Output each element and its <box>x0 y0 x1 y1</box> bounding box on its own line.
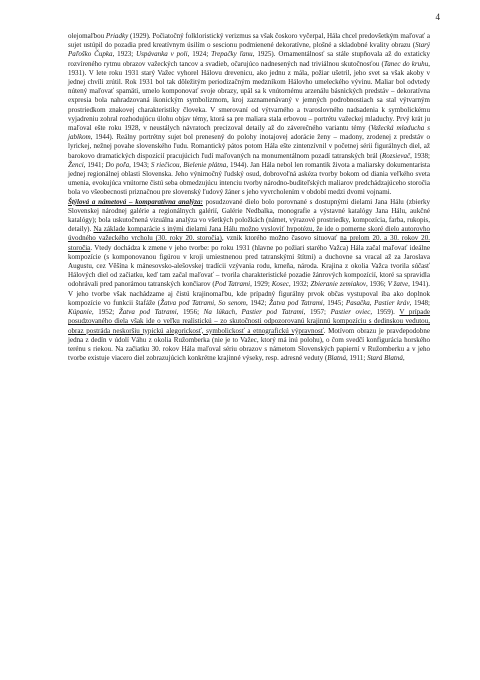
text-run: Priadky <box>105 32 129 40</box>
text-run: , 1945; <box>322 298 346 307</box>
text-run: olejomaľbou <box>68 32 106 40</box>
text-run: , 1936; <box>366 280 388 289</box>
text-run: Trepačky ľanu <box>211 50 253 59</box>
text-run: , 1957; <box>303 308 331 317</box>
text-run: , 1944). Reálny portrétny sujet bol prenesený do polohy inotajovej adorácie ženy – madony, zrodenej z predstáv o lyrickej, nežnej povahe slovenského ľudu. Romantický pátos potom Hála ešte zintenzívnil v početnej sérii figurálnych diel, až barokovo dramatických dispozícií pracujúcich ľudí maľovaných na monumentálnom pozadí tatranských brál ( <box>68 133 430 160</box>
text-run: , 1929; <box>250 280 272 289</box>
paragraph-comparative-analysis <box>68 198 430 364</box>
text-run: , 1942; <box>246 298 270 307</box>
text-run: , 1952; <box>91 308 119 317</box>
text-run: Pastier oviec <box>330 308 371 317</box>
text-run: , 1924; <box>187 50 212 59</box>
text-run: Do poľa <box>105 160 130 169</box>
text-run: (1929). Počiatočný folkloristický verizmus sa však čoskoro vyčerpal, Hála chcel predovšetkým maľovať a sujet ustúpil do pozadia pred kreatívnym úsilím o sescionu podmienené dekoratívne, plošné a skladobné kvality obrazu ( <box>68 32 430 50</box>
text-run: , 1941; <box>83 160 106 169</box>
text-run: , 1911; <box>346 354 368 363</box>
text-run: Kúpanie <box>68 308 92 317</box>
text-run: S riečicou, Bielenie plátna <box>150 160 227 169</box>
page-number: 4 <box>435 12 440 22</box>
text-run: Na lúkach, Pastier pod Tatrami <box>203 308 304 317</box>
text-run: na prelom 20. a 30. rokov 20. storočia <box>68 234 430 252</box>
text-run: Uspávanka v poli <box>136 50 188 59</box>
text-run: , 1932; <box>288 280 311 289</box>
text-run: Pasačka, Pastier kráv <box>345 298 410 307</box>
text-run: Ženci <box>68 160 84 169</box>
text-run: , 1948; <box>409 298 430 307</box>
text-run: Žatva pod Tatrami <box>118 308 177 317</box>
text-run: . Vtedy dochádza k zmene v jeho tvorbe: po roku 1931 (hlavne po požiari starého Važca) Hála začal maľovať ideálne kompozície (s komponovanou figúrou v kroji umiestnenou pred tatranskými štítmi) a duchovne sa vracal až za Jaroslava Augustu, cez Věšína k mánesovsko-alešovskej tradícii vzývania rodu, kmeňa, národa. Krajina z okolia Važca tvorila súčasť Hálových diel od začiatku, keď tam začal maľovať – tvorila charakteristické pozadie žánrových kompozícií, ktoré sa spravidla odohrávali pred panorámou tatranských končiarov ( <box>68 243 430 289</box>
text-run: posudzované dielo bolo porovnané s dostupnými dielami Jana Hálu (zbierky Slovenskej národnej galérie a regionálnych galérií, Galérie Nedbalka, monografie a výstavné katalógy Jana Hálu, aukčné katalógy); bola uskutočnená vizuálna analýza vo všetkých položkách (námet, výrazové prostriedky, kompozícia, farba, rukopis, detaily). <box>68 197 430 234</box>
text-run: Rozsievač <box>381 151 411 160</box>
text-run: Žatva pod Tatrami <box>269 298 323 307</box>
text-run: Na základe komparácie s inými dielami Jana Hálu možno vysloviť hypotézu, že ide o pomerne skoré dielo autorovho úvodného važeckého vrcholu (30. roky 20. storočia) <box>68 225 431 243</box>
text-run: , 1959). <box>370 308 400 317</box>
text-run: V žatve <box>387 280 409 289</box>
text-run: , 1956; <box>176 308 204 317</box>
text-run: . Motívom obrazu je pravdepodobne jedna z dedín v údolí Váhu z okolia Ružomberka (nie je to Važec, ktorý má inú polohu), o čom svedčí konfigurácia horského terénu s riekou. Na začiatku 30. rokov Hála maľoval sériu obrazov s námetom Slovenských papierní v Ružomberku a v jeho tvorbe existuje viacero diel zobrazujúcich konkrétne krajinné výseky, resp. adresné veduty ( <box>68 326 430 363</box>
text-run: Kosec <box>271 280 289 289</box>
text-run: , 1944). Jan Hála nebol len romantik života a maliarsky dokumentarista jednej regionálnej oblasti Slovenska. Jeho výnimočný ľudský osud, dobrovoľná askéza tvorby bokom od diania veľkého sveta umenia, evokujúca vnútorne čistú seba obmedzujúcu intenciu tvorby národno-buditeľských maliarov predchádzajúceho storočia bola vo všeobecnosti priznačnou pre slovenský ľudový žáner s jeho vyvrcholením v období medzi dvomi vojnami. <box>68 160 430 197</box>
text-run: , vznik ktorého možno časovo situovať <box>221 234 341 243</box>
text-run: Žatva pod Tatrami, So senom <box>160 298 247 307</box>
text-run: , 1931). V lete roku 1931 starý Važec vyhorel Hálovu drevenicu, ako jednu z mála, požiar ušetril, jeho svet sa však akoby v jednej chvíli zrútil. Rok 1931 bol tak dôležitým periodizačným medzníkom Hálovho umeleckého vývinu. Maliar bol odvtedy nútený maľovať spamäti, umelo komponovať svoje obrazy, upäl sa k vnútornému arzenálu básnických predstáv – dekoratívna expresia bola nahradzovaná ikonickým symbolizmom, kroj zaznamenávaný v jemných podrobnostiach sa stal výtvarným prostriedkom znakovej charakteristiky človeka. V smerovaní od výtvarného a tvaroslovného nadsadenia k symbolickému vyjadreniu zohral rozhodujúcu úlohu objav témy, ktorá sa pre maliara stala erbovou – portrétu važeckej mladuchy. Prvý krát ju maľoval ešte roku 1928, v neustálych návratoch precizoval detaily až do záverečného variantu témy ( <box>68 59 430 133</box>
text-run: Štýlová a námetová – komparatívna analýza: <box>68 197 203 206</box>
text-run: Blatná <box>327 354 346 363</box>
text-run: , 1941). V jeho tvorbe však nachádzame aj čistú krajinomaľbu, kde prípadný figurálny prvok občas vystupoval iba ako doplnok kompozície vo funkcii štafáže ( <box>68 280 431 307</box>
text-run: Važecká mladucha s jablkom <box>68 124 430 142</box>
text-run: Zbieranie zemiakov <box>310 280 367 289</box>
body-text <box>68 32 430 363</box>
text-run: , <box>402 354 405 363</box>
text-run: , 1925). Ornamentálnosť sa stále stupňovala až do extaticky rozvíreného rytmu obrazov važeckých tancov a svadieb, očarujúco nadnesených nad triviálnou skutočnosťou ( <box>68 50 431 68</box>
text-run: Tanec do kruhu <box>383 59 429 68</box>
paragraph-intro <box>68 32 430 198</box>
text-run: Pod Tatrami <box>214 280 251 289</box>
text-run: V prípade posudzovaného diela však ide o veľku realistickú – zo skutočnosti odpozorovanú krajinnú kompozíciu s dedinskou vedutou, obraz postráda neskoršiu typickú alegorickosť, symbolickosť a etnografickú výpravnosť <box>68 308 431 335</box>
text-run: Stará Blatná <box>367 354 403 363</box>
text-run: , 1938; <box>410 151 431 160</box>
text-run: , 1923; <box>112 50 137 59</box>
text-run: Starý Paľoško Čupka <box>68 41 430 59</box>
text-run: , 1943; <box>129 160 151 169</box>
